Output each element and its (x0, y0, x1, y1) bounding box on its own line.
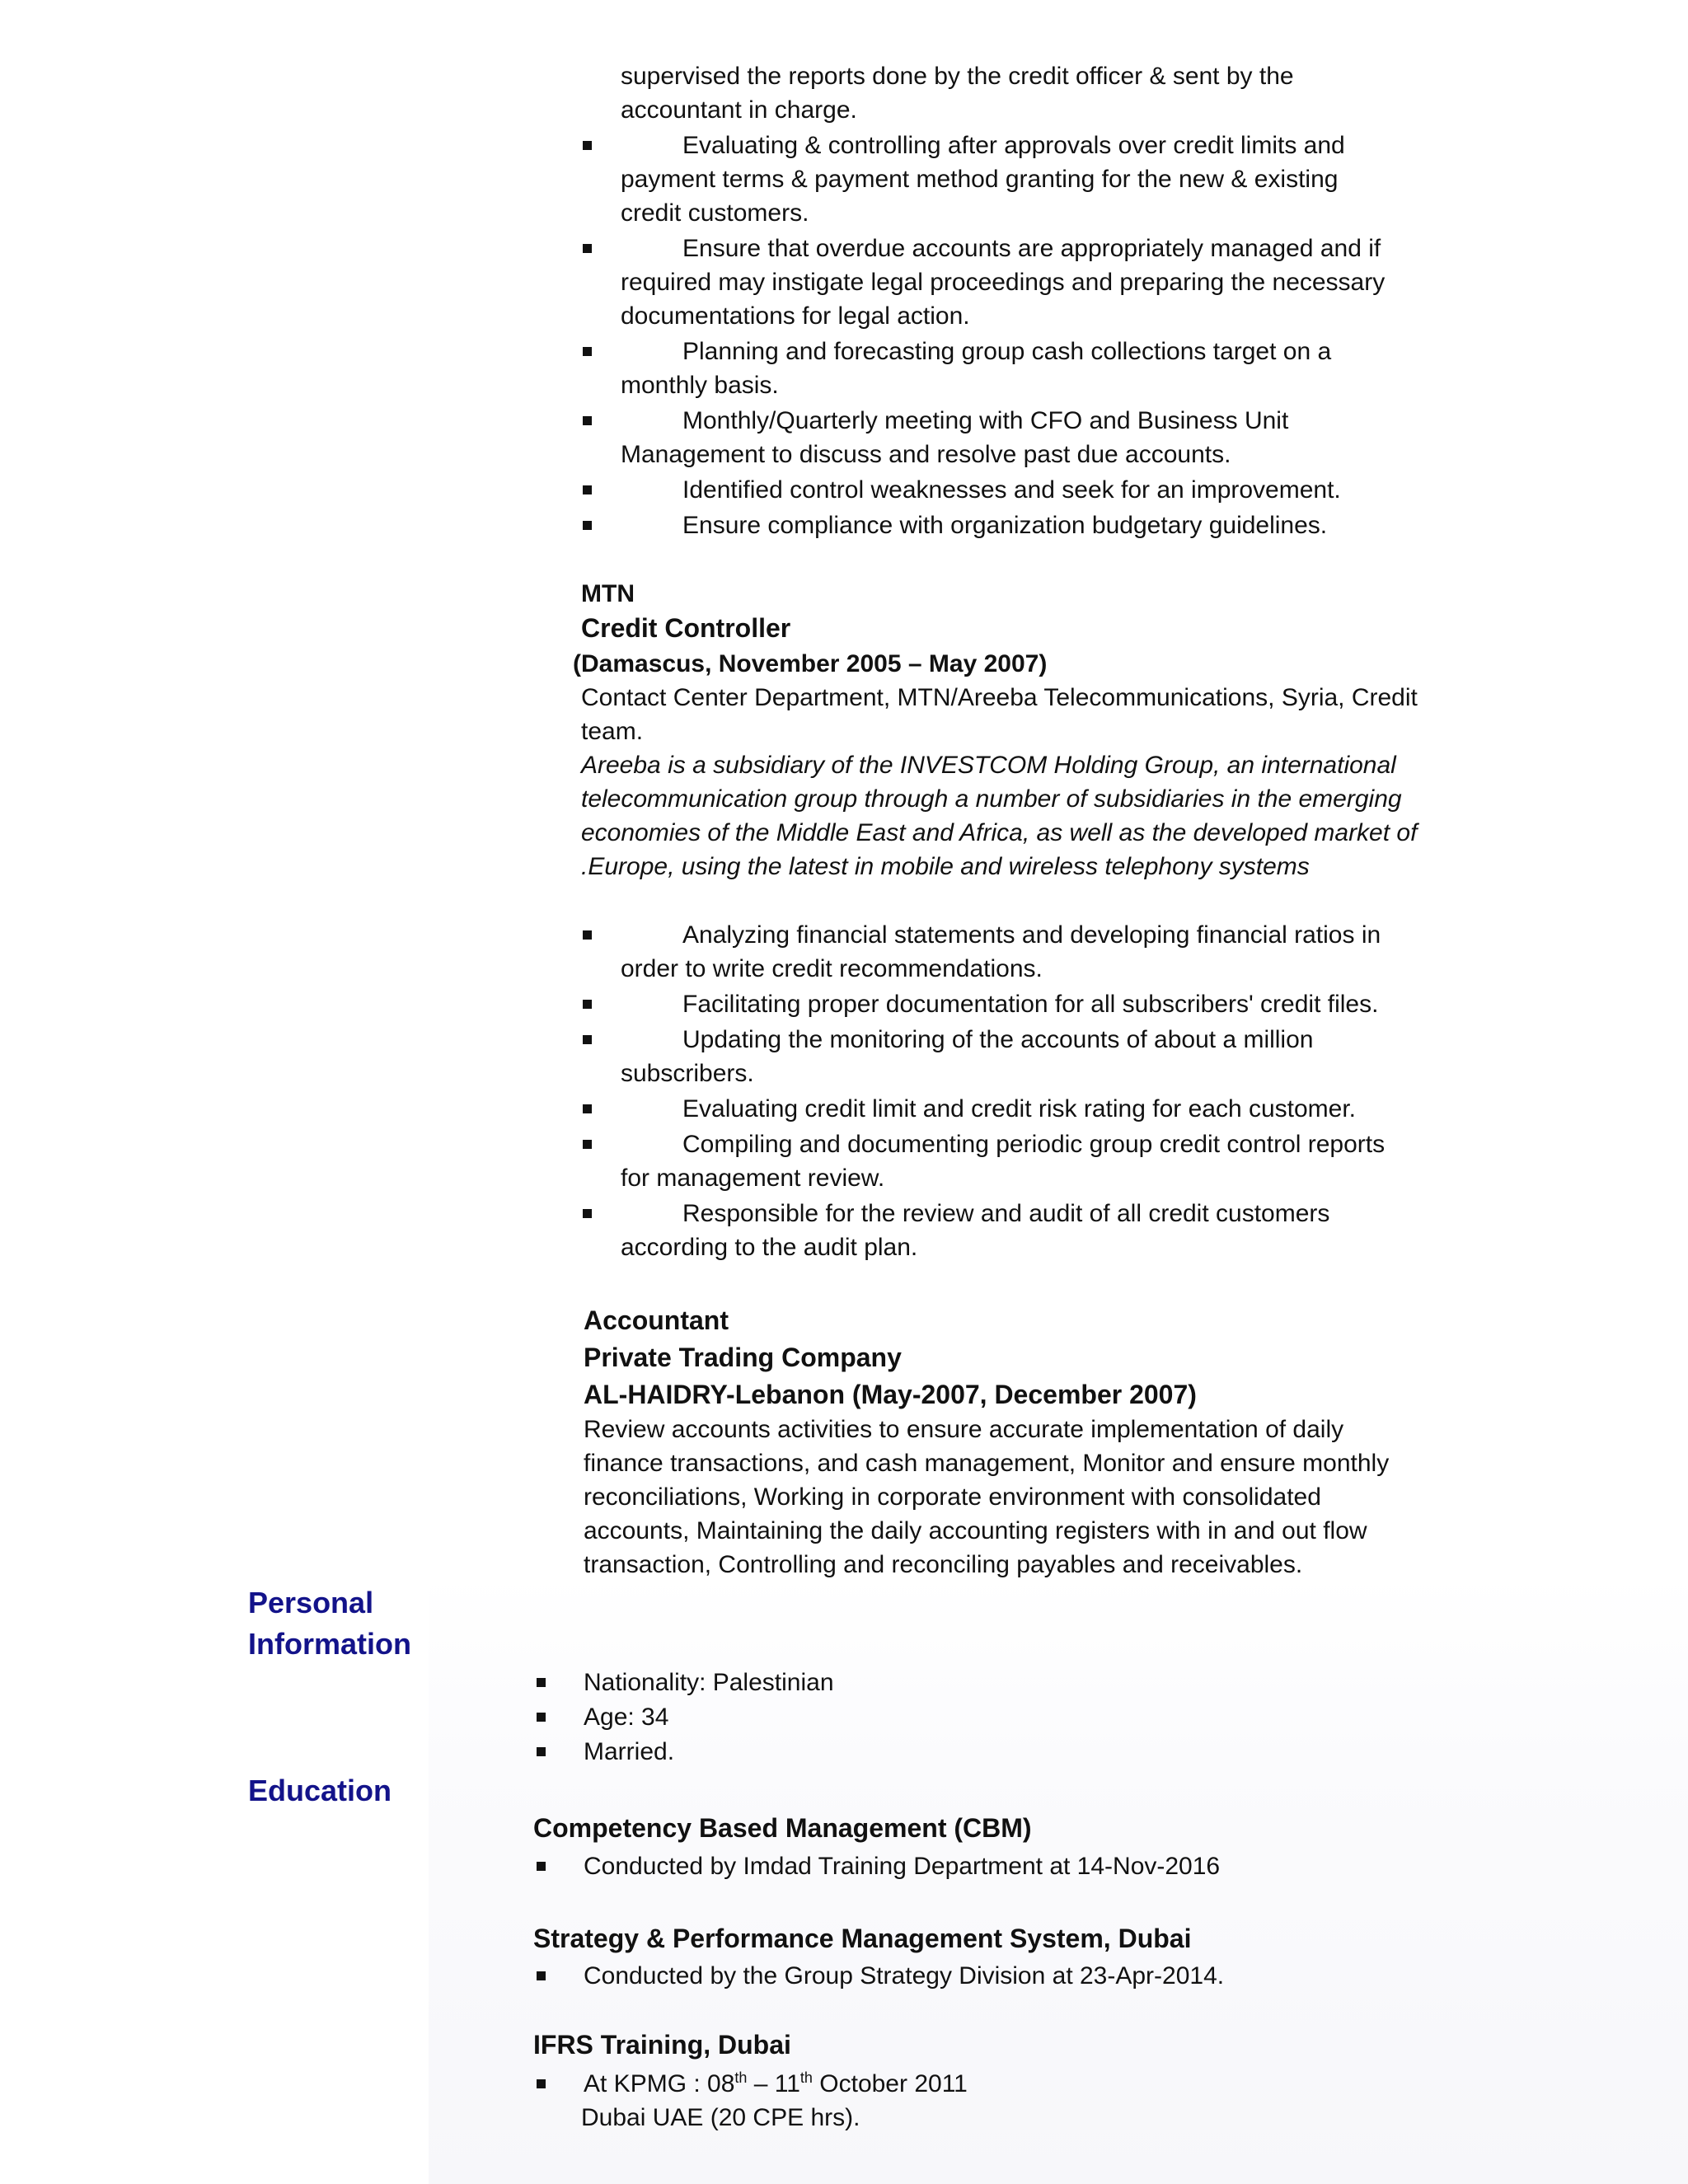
job-description (584, 1413, 1457, 1582)
bullet-square-icon (583, 1000, 592, 1009)
heading-line: Information (248, 1627, 411, 1661)
bullet-square-icon (537, 2079, 546, 2088)
description-line: Contact Center Department, MTN/Areeba Telecommunications, Syria, Credit (581, 684, 1418, 711)
bullet-square-icon (537, 1862, 546, 1871)
course-title: Strategy & Performance Management System, Dubai (533, 1924, 1192, 1953)
bullet-square-icon (537, 1678, 546, 1687)
description-line: transaction, Controlling and reconciling payables and receivables. (584, 1551, 1303, 1578)
italic-line: economies of the Middle East and Africa, as well as the developed market of (581, 819, 1418, 846)
course-details (532, 2067, 1521, 2102)
description-line: team. (581, 718, 644, 745)
list-item: Ensure compliance with organization budgetary guidelines. (577, 509, 1418, 542)
job-title: Credit Controller (581, 613, 791, 643)
italic-line: telecommunication group through a number of subsidiaries in the emerging (581, 785, 1402, 813)
heading-line: Personal (248, 1586, 374, 1619)
list-item: At KPMG : 08th – 11th October 2011 (532, 2067, 1521, 2102)
list-item: Ensure that overdue accounts are appropriately managed and if required may instigate legal proceedings and preparing the necessary documentations for legal action. (577, 232, 1418, 333)
list-item: Evaluating credit limit and credit risk rating for each customer. (577, 1092, 1418, 1126)
list-item: Conducted by the Group Strategy Division at 23-Apr-2014. (532, 1959, 1521, 1994)
responsibilities-list (577, 129, 1418, 544)
description-line: reconciliations, Working in corporate environment with consolidated (584, 1483, 1321, 1511)
course-title: Competency Based Management (CBM) (533, 1813, 1032, 1843)
course-title: IFRS Training, Dubai (533, 2030, 791, 2060)
list-item: Monthly/Quarterly meeting with CFO and Business Unit Management to discuss and resolve past due accounts. (577, 404, 1418, 471)
course-details (532, 1849, 1521, 1884)
intro-line: supervised the reports done by the credit officer & sent by the (621, 63, 1294, 90)
company-name: Private Trading Company (584, 1343, 902, 1372)
job-description (581, 681, 1455, 748)
bullet-square-icon (583, 416, 592, 425)
bullet-square-icon (583, 347, 592, 356)
list-item: Married. (532, 1735, 1521, 1769)
job-title: Accountant (584, 1305, 729, 1335)
bullet-square-icon (583, 1035, 592, 1044)
list-item: Evaluating & controlling after approvals over credit limits and payment terms & payment method granting for the new & existing credit customers. (577, 129, 1418, 230)
bullet-square-icon (583, 141, 592, 150)
list-item: Analyzing financial statements and developing financial ratios in order to write credit recommendations. (577, 918, 1418, 986)
list-item: Nationality: Palestinian (532, 1666, 1521, 1700)
personal-info-list (532, 1666, 1521, 1769)
list-item: Planning and forecasting group cash collections target on a monthly basis. (577, 335, 1418, 402)
description-line: Review accounts activities to ensure accurate implementation of daily (584, 1416, 1344, 1443)
list-item: Compiling and documenting periodic group credit control reports for management review. (577, 1127, 1418, 1195)
company-description (581, 748, 1455, 883)
bullet-square-icon (583, 1209, 592, 1218)
company-name: MTN (581, 580, 635, 607)
list-item: Facilitating proper documentation for all subscribers' credit files. (577, 987, 1418, 1021)
italic-line: .Europe, using the latest in mobile and wireless telephony systems (581, 853, 1310, 880)
intro-line: accountant in charge. (621, 96, 857, 124)
bullet-square-icon (583, 485, 592, 494)
course-details (532, 1959, 1521, 1994)
section-heading-education: Education (248, 1774, 392, 1807)
bullet-square-icon (583, 521, 592, 530)
bullet-square-icon (537, 1713, 546, 1722)
mtn-duties-list (577, 918, 1418, 1266)
bullet-square-icon (583, 1140, 592, 1149)
course-location: Dubai UAE (20 CPE hrs). (581, 2104, 860, 2131)
description-line: finance transactions, and cash management, Monitor and ensure monthly (584, 1450, 1390, 1477)
italic-line: Areeba is a subsidiary of the INVESTCOM Holding Group, an international (581, 752, 1396, 779)
list-item: Age: 34 (532, 1700, 1521, 1735)
bullet-square-icon (583, 1104, 592, 1113)
job-dates: (Damascus, November 2005 – May 2007) (573, 650, 1048, 677)
bullet-square-icon (583, 244, 592, 253)
bullet-square-icon (583, 930, 592, 940)
bullet-square-icon (537, 1971, 546, 1980)
description-line: accounts, Maintaining the daily accounting registers with in and out flow (584, 1517, 1367, 1544)
list-item: Identified control weaknesses and seek for an improvement. (577, 473, 1418, 507)
section-heading-personal (248, 1582, 411, 1665)
list-item: Conducted by Imdad Training Department at 14-Nov-2016 (532, 1849, 1521, 1884)
bullet-square-icon (537, 1747, 546, 1756)
job-location-dates: AL-HAIDRY-Lebanon (May-2007, December 2007) (584, 1380, 1197, 1409)
list-item: Updating the monitoring of the accounts of about a million subscribers. (577, 1023, 1418, 1090)
intro-paragraph (621, 59, 1445, 127)
list-item: Responsible for the review and audit of all credit customers according to the audit plan. (577, 1197, 1418, 1264)
